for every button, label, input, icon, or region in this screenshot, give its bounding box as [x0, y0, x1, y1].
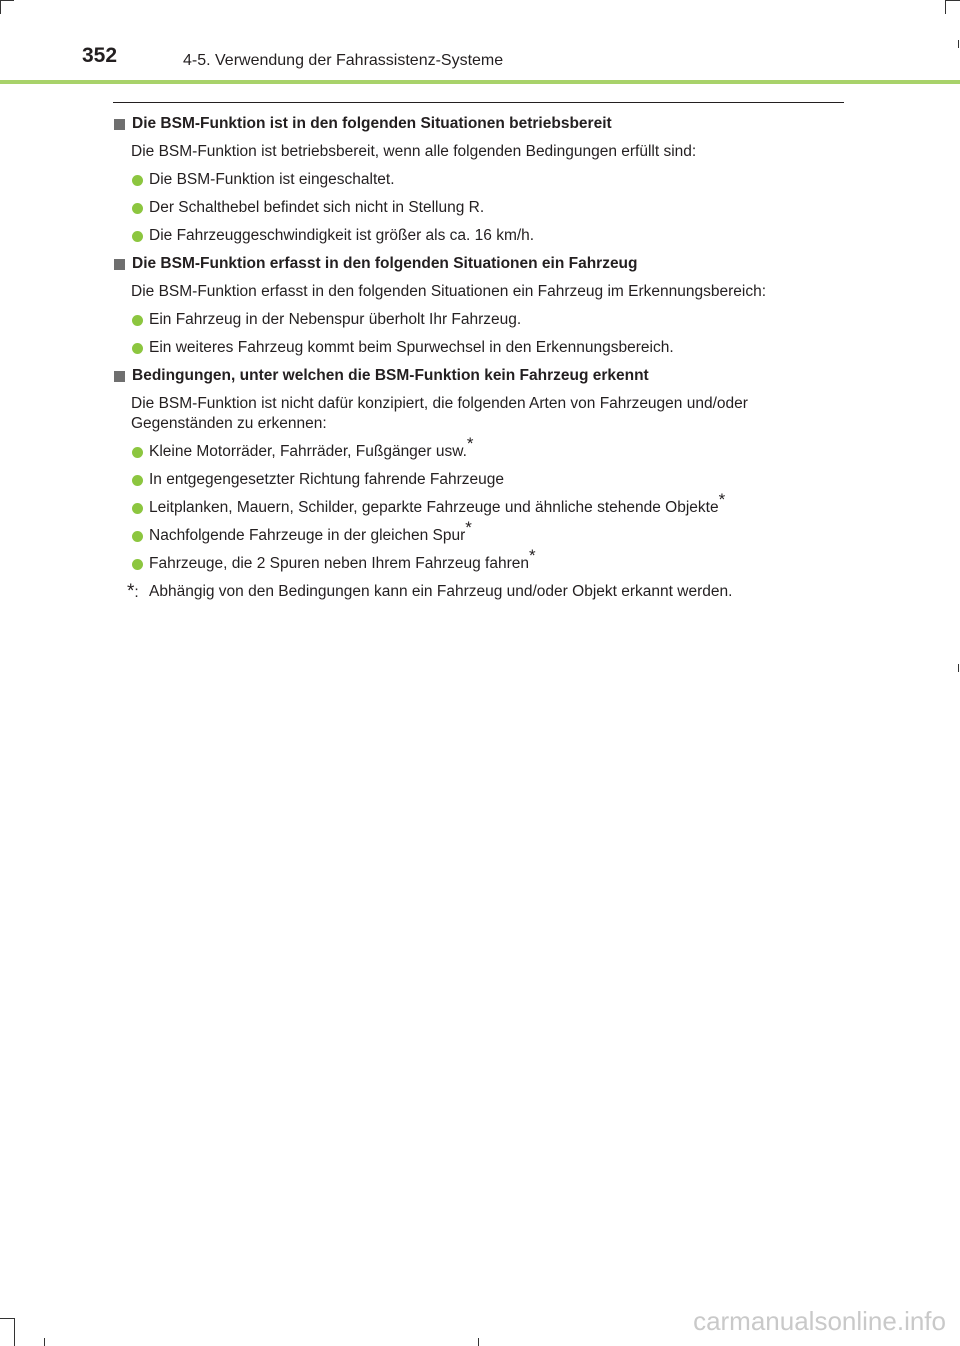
footnote-star: *: [718, 489, 726, 509]
crop-mark: [0, 1318, 14, 1319]
section-heading: Die BSM-Funktion erfasst in den folgenden Situationen ein Fahrzeug: [113, 254, 848, 274]
list-item: Die BSM-Funktion ist eingeschaltet.: [132, 170, 848, 190]
list-item: Nachfolgende Fahrzeuge in der gleichen Spur*: [132, 526, 848, 546]
divider: [113, 102, 844, 103]
bullet-dot-icon: [132, 175, 143, 186]
bullet-dot-icon: [132, 531, 143, 542]
section-intro: Die BSM-Funktion ist nicht dafür konzipiert, die folgenden Arten von Fahrzeugen und/oder Gegenständen zu erkennen:: [131, 395, 748, 432]
bullet-dot-icon: [132, 343, 143, 354]
bullet-dot-icon: [132, 203, 143, 214]
list-item: Der Schalthebel befindet sich nicht in Stellung R.: [132, 198, 848, 218]
list-item: In entgegengesetzter Richtung fahrende Fahrzeuge: [132, 470, 848, 490]
footnote-star: *: [466, 433, 474, 453]
footnote: [127, 582, 848, 603]
list-item: Ein Fahrzeug in der Nebenspur überholt Ihr Fahrzeug.: [132, 310, 848, 330]
crop-mark: [478, 1338, 479, 1346]
bullet-dot-icon: [132, 559, 143, 570]
page-content: [113, 114, 848, 603]
list-item: Fahrzeuge, die 2 Spuren neben Ihrem Fahrzeug fahren*: [132, 554, 848, 574]
square-bullet-icon: [114, 371, 125, 382]
section-3: [113, 366, 848, 574]
page-header: [0, 38, 960, 82]
crop-mark: [945, 0, 946, 14]
crop-mark: [958, 664, 959, 672]
bullet-dot-icon: [132, 447, 143, 458]
section-1: [113, 114, 848, 246]
crop-mark: [0, 0, 14, 1]
square-bullet-icon: [114, 259, 125, 270]
section-intro: Die BSM-Funktion erfasst in den folgenden Situationen ein Fahrzeug im Erkennungsbereich:: [131, 283, 767, 300]
page-number: 352: [82, 44, 118, 67]
footnote-star: *: [465, 517, 472, 537]
watermark: carmanualsonline.info: [693, 1306, 946, 1336]
section-title: 4-5. Verwendung der Fahrassistenz-Systeme: [183, 52, 504, 69]
bullet-dot-icon: [132, 315, 143, 326]
section-heading: Bedingungen, unter welchen die BSM-Funktion kein Fahrzeug erkennt: [113, 366, 848, 386]
footnote-star: *: [529, 545, 536, 565]
bullet-dot-icon: [132, 475, 143, 486]
bullet-dot-icon: [132, 231, 143, 242]
section-2: [113, 254, 848, 358]
crop-mark: [14, 1318, 15, 1346]
list-item: Kleine Motorräder, Fahrräder, Fußgänger usw.*: [132, 442, 848, 462]
section-intro: Die BSM-Funktion ist betriebsbereit, wenn alle folgenden Bedingungen erfüllt sind:: [131, 143, 697, 160]
header-rule: [0, 80, 960, 84]
list-item: Die Fahrzeuggeschwindigkeit ist größer als ca. 16 km/h.: [132, 226, 848, 246]
footnote-text: Abhängig von den Bedingungen kann ein Fahrzeug und/oder Objekt erkannt werden.: [149, 583, 733, 600]
section-heading: Die BSM-Funktion ist in den folgenden Situationen betriebsbereit: [113, 114, 848, 134]
list-item: Leitplanken, Mauern, Schilder, geparkte Fahrzeuge und ähnliche stehende Objekte*: [132, 498, 848, 518]
footnote-mark: *:: [127, 581, 139, 602]
crop-mark: [0, 0, 1, 14]
list-item: Ein weiteres Fahrzeug kommt beim Spurwechsel in den Erkennungsbereich.: [132, 338, 848, 358]
bullet-dot-icon: [132, 503, 143, 514]
crop-mark: [946, 0, 960, 1]
square-bullet-icon: [114, 119, 125, 130]
crop-mark: [44, 1338, 45, 1346]
